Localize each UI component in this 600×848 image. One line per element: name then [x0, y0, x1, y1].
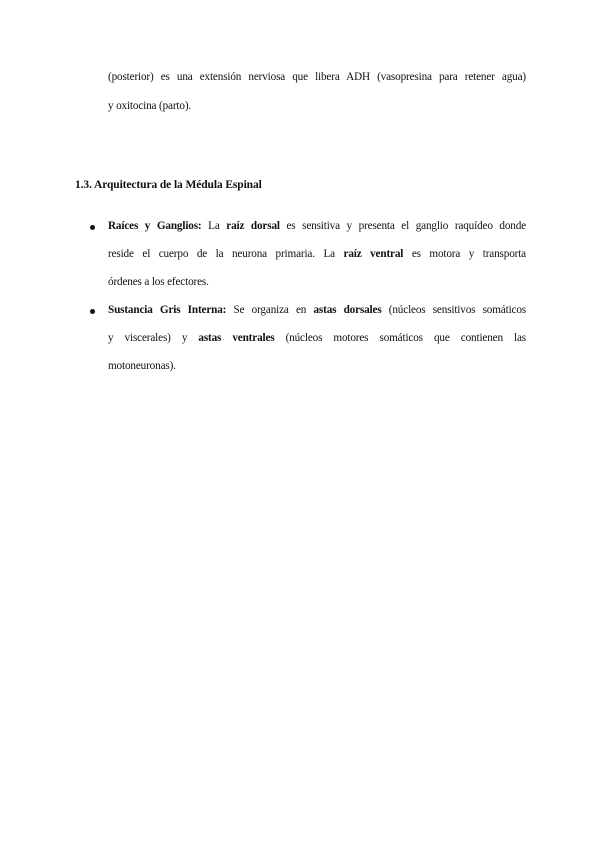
bullet-emphasis: raíz ventral: [343, 248, 404, 260]
bullet-text: (núcleos motores somáticos que contienen las: [274, 332, 526, 344]
list-item-line: [108, 248, 526, 260]
bullet-emphasis: astas ventrales: [198, 332, 275, 344]
bullet-term: Sustancia Gris Interna:: [108, 304, 227, 316]
bullet-text: es motora y transporta: [403, 248, 527, 260]
bullet-emphasis: raíz dorsal: [226, 220, 280, 232]
list-item-line: [108, 360, 176, 372]
bullet-term: Raíces y Ganglios:: [108, 220, 202, 232]
continuation-text: (posterior) es una extensión nerviosa que libera ADH (vasopresina para retener agua): [108, 71, 526, 83]
section-heading: 1.3. Arquitectura de la Médula Espinal: [75, 179, 262, 191]
bullet-text: órdenes a los efectores.: [108, 276, 209, 288]
bullet-text: reside el cuerpo de la neurona primaria. La: [108, 248, 344, 260]
bullet-text: y viscerales) y: [108, 332, 199, 344]
list-item-line: [108, 332, 526, 344]
bullet-icon: [90, 225, 95, 230]
bullet-text: Se organiza en: [226, 304, 314, 316]
bullet-icon: [90, 309, 95, 314]
bullet-text: La: [201, 220, 227, 232]
bullet-text: motoneuronas).: [108, 360, 176, 372]
bullet-text: es sensitiva y presenta el ganglio raquídeo donde: [279, 220, 526, 232]
list-item-line: [108, 276, 209, 288]
list-item-line: [108, 220, 526, 232]
bullet-text: (núcleos sensitivos somáticos: [381, 304, 526, 316]
continuation-text: y oxitocina (parto).: [108, 100, 192, 112]
list-item-line: [108, 304, 526, 316]
paragraph-line: [108, 71, 526, 83]
bullet-emphasis: astas dorsales: [313, 304, 382, 316]
paragraph-line: [108, 100, 191, 112]
